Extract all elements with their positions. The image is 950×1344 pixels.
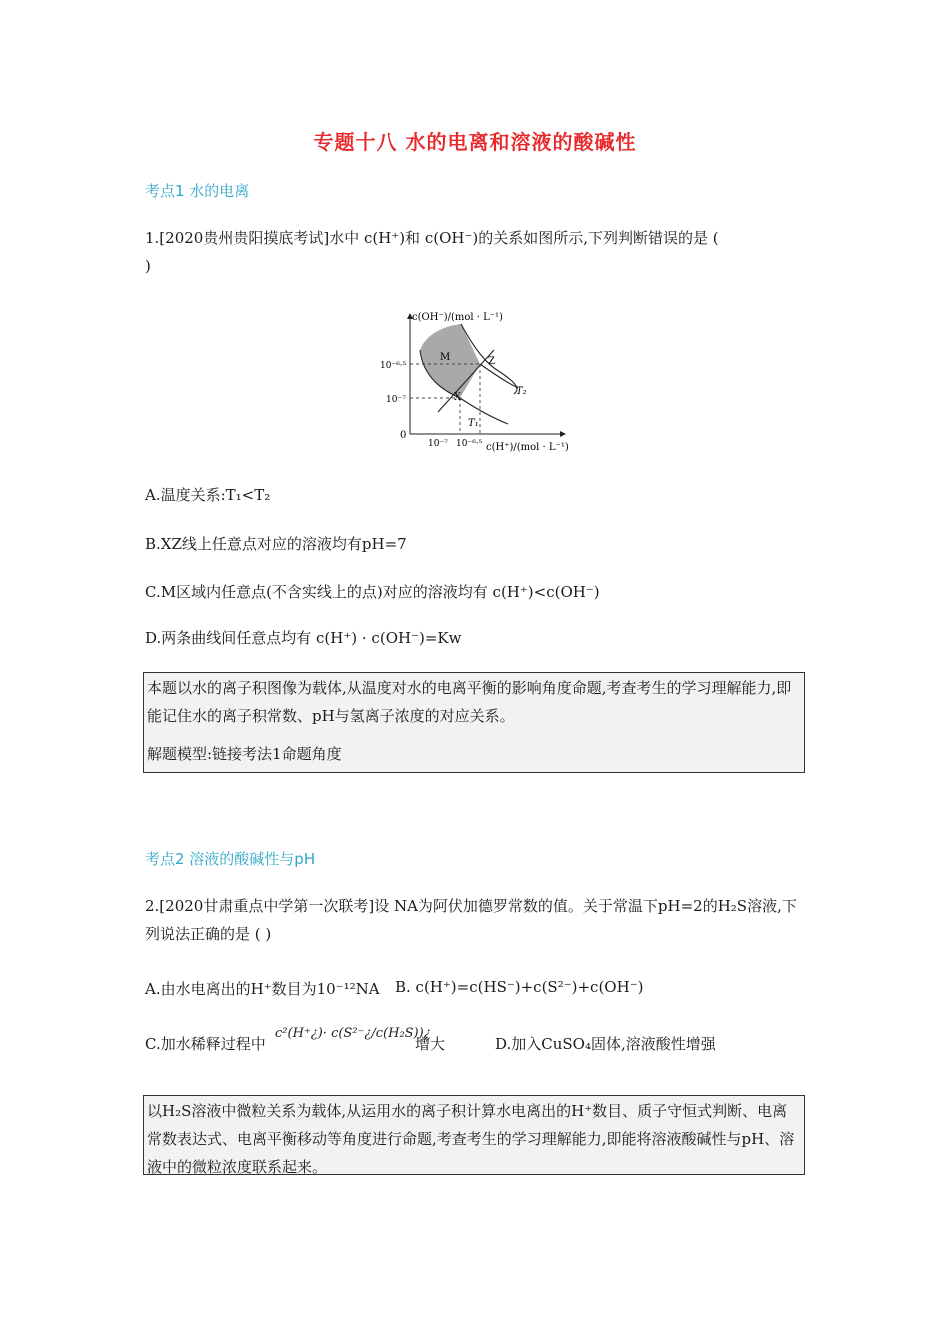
question-2-option-c-suffix: 增大 [415, 1035, 446, 1053]
question-1-solving-model: 解题模型:链接考法1命题角度 [147, 745, 342, 763]
curve-label-t1: T₁ [468, 418, 479, 429]
x-axis-label: c(H⁺)/(mol · L⁻¹) [486, 442, 569, 453]
question-1-analysis-box [143, 672, 805, 773]
section-heading-1: 考点1 水的电离 [145, 182, 250, 200]
question-1-option-a: A.温度关系:T₁<T₂ [145, 486, 271, 504]
page-title: 专题十八 水的电离和溶液的酸碱性 [313, 130, 637, 154]
question-1-option-d: D.两条曲线间任意点均有 c(H⁺) · c(OH⁻)=Kw [145, 629, 462, 647]
y-tick-1e-6.5: 10⁻⁶·⁵ [380, 361, 407, 371]
question-2-option-c-prefix: C.加水稀释过程中 [145, 1035, 266, 1053]
question-2-option-b: B. c(H⁺)=c(HS⁻)+c(S²⁻)+c(OH⁻) [395, 978, 644, 996]
question-2-analysis-text: 以H₂S溶液中微粒关系为载体,从运用水的离子积计算水电离出的H⁺数目、质子守恒式判断、电离常数表达式、电离平衡移动等角度进行命题,考查考生的学习理解能力,即能将溶液酸碱性与pH、溶液中的微粒浓度联系起来。 [147, 1102, 795, 1176]
question-1-stem-line1: 1.[2020贵州贵阳摸底考试]水中 c(H⁺)和 c(OH⁻)的关系如图所示,下列判断错误的是 ( [145, 229, 719, 247]
x-tick-1e-7: 10⁻⁷ [428, 439, 448, 449]
question-2-analysis-box [143, 1095, 805, 1175]
section-heading-2: 考点2 溶液的酸碱性与pH [145, 850, 316, 868]
y-axis-label: c(OH⁻)/(mol · L⁻¹) [412, 312, 503, 323]
point-label-m: M [440, 352, 451, 363]
origin-label: 0 [400, 430, 407, 441]
y-tick-1e-7: 10⁻⁷ [386, 395, 406, 405]
question-2-option-d: D.加入CuSO₄固体,溶液酸性增强 [495, 1035, 716, 1053]
question-2-option-a: A.由水电离出的H⁺数目为10⁻¹²NA [145, 980, 380, 998]
question-1-option-c: C.M区域内任意点(不含实线上的点)对应的溶液均有 c(H⁺)<c(OH⁻) [145, 583, 600, 601]
question-1-stem-line2: ) [145, 257, 151, 275]
question-2-option-c-formula: c²(H⁺¿)· c(S²⁻¿/c(H₂S))¿ [275, 1026, 431, 1041]
point-label-z: Z [488, 356, 495, 367]
question-1-stem [145, 224, 810, 280]
question-1-analysis-text: 本题以水的离子积图像为载体,从温度对水的电离平衡的影响角度命题,考查考生的学习理解能力,即能记住水的离子积常数、pH与氢离子浓度的对应关系。 [147, 679, 792, 725]
x-tick-1e-6.5: 10⁻⁶·⁵ [456, 439, 483, 449]
question-1-option-b: B.XZ线上任意点对应的溶液均有pH=7 [145, 535, 407, 553]
curve-t2-tail [480, 364, 518, 388]
point-label-x: X [454, 392, 462, 403]
question-2-stem: 2.[2020甘肃重点中学第一次联考]设 NA为阿伏加德罗常数的值。关于常温下pH=2的H₂S溶液,下列说法正确的是 ( ) [145, 897, 797, 943]
curve-label-t2: T₂ [516, 386, 527, 397]
water-ionization-chart [360, 302, 590, 458]
